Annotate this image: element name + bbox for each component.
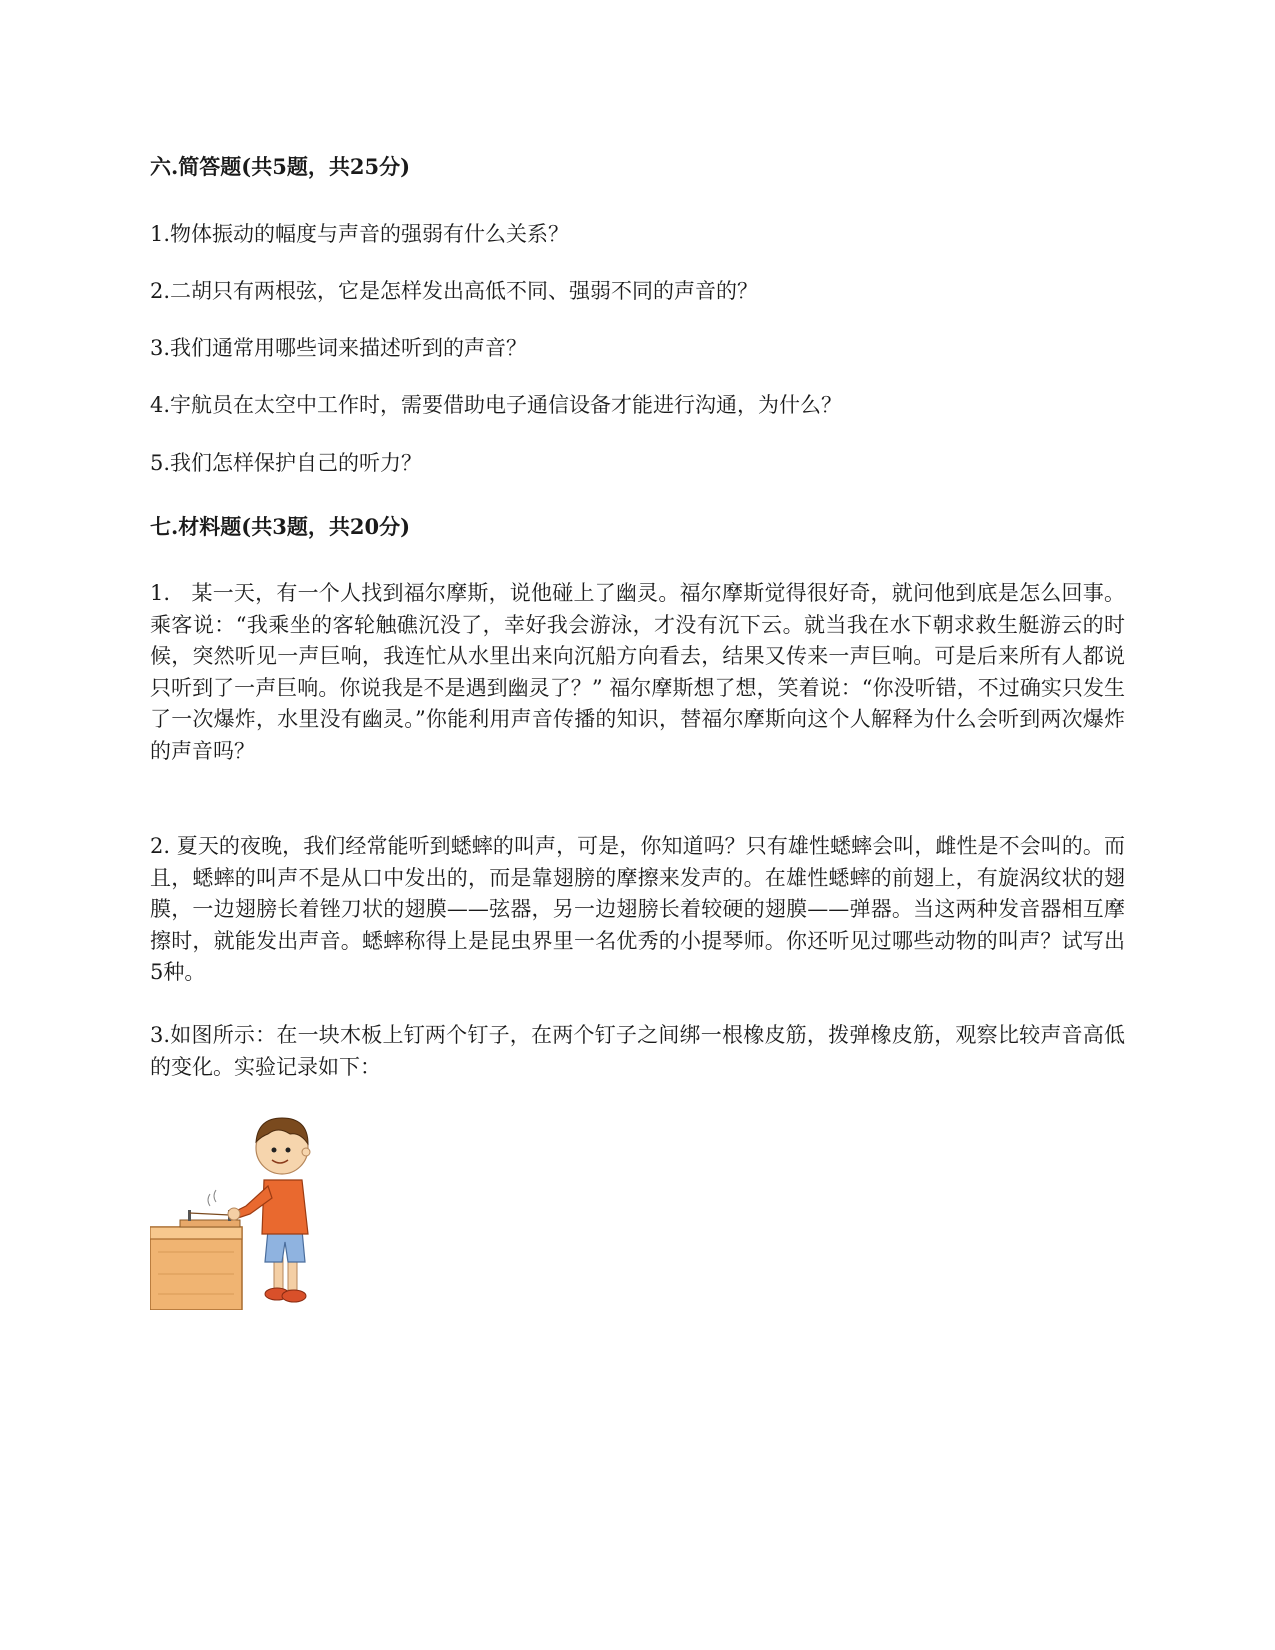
material-question-2: 2. 夏天的夜晚，我们经常能听到蟋蟀的叫声，可是，你知道吗？只有雄性蟋蟀会叫，雌性是不会叫的。而且，蟋蟀的叫声不是从口中发出的，而是靠翅膀的摩擦来发声的。在雄性蟋蟀的前翅上，有旋涡纹状的翅膜，一边翅膀长着锉刀状的翅膜——弦器，另一边翅膀长着较硬的翅膜——弹器。当这两种发音器相互摩擦时，就能发出声音。蟋蟀称得上是昆虫界里一名优秀的小提琴师。你还听见过哪些动物的叫声？试写出5种。 — [150, 834, 1125, 984]
section-6-title: 六.简答题(共5题，共25分) — [150, 154, 411, 179]
boy-plucking-rubber-band-icon — [150, 1102, 312, 1310]
question-6-1: 1.物体振动的幅度与声音的强弱有什么关系？ — [150, 222, 570, 246]
section-7-title: 七.材料题(共3题，共20分) — [150, 514, 411, 539]
question-6-5: 5.我们怎样保护自己的听力？ — [150, 451, 423, 475]
question-6-3: 3.我们通常用哪些词来描述听到的声音？ — [150, 336, 528, 360]
material-question-3: 3.如图所示：在一块木板上钉两个钉子，在两个钉子之间绑一根橡皮筋，拨弹橡皮筋，观察比较声音高低的变化。实验记录如下： — [150, 1023, 1125, 1079]
question-6-4: 4.宇航员在太空中工作时，需要借助电子通信设备才能进行沟通，为什么？ — [150, 393, 843, 417]
question-6-2: 2.二胡只有两根弦，它是怎样发出高低不同、强弱不同的声音的？ — [150, 279, 759, 303]
material-question-1: 1. 某一天，有一个人找到福尔摩斯，说他碰上了幽灵。福尔摩斯觉得很好奇，就问他到底是怎么回事。乘客说：“我乘坐的客轮触礁沉没了，幸好我会游泳，才没有沉下云。就当我在水下朝求救生艇游云的时候，突然听见一声巨响，我连忙从水里出来向沉船方向看去，结果又传来一声巨响。可是后来所有人都说只听到了一声巨响。你说我是不是遇到幽灵了？” 福尔摩斯想了想，笑着说：“你没听错，不过确实只发生了一次爆炸，水里没有幽灵。”你能利用声音传播的知识，替福尔摩斯向这个人解释为什么会听到两次爆炸的声音吗？ — [150, 581, 1125, 763]
